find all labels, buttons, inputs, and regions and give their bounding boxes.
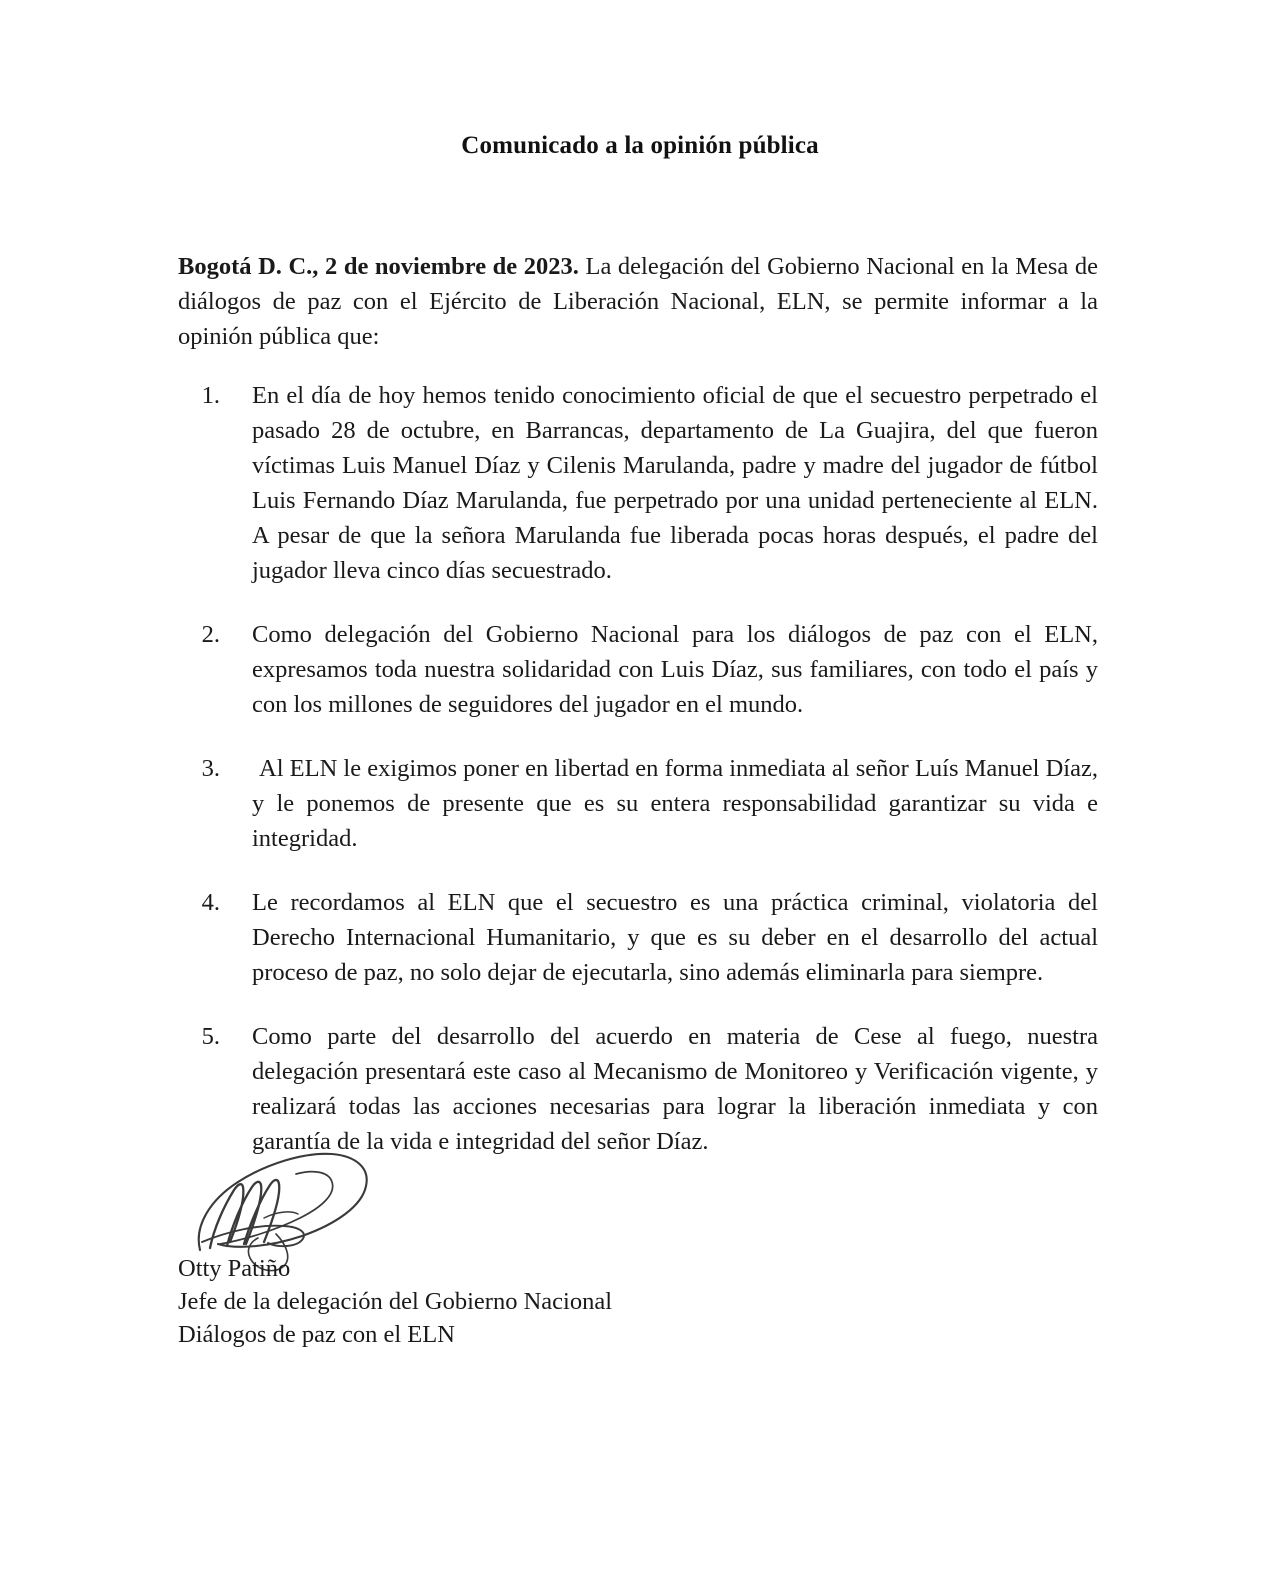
list-item-text: Como parte del desarrollo del acuerdo en materia de Cese al fuego, nuestra delegación presentará este caso al Mecanismo de Monitoreo y Verificación vigente, y realizará todas las acciones necesarias para lograr la liberación inmediata y con garantía de la vida e integridad del señor Díaz. [252, 1023, 1098, 1155]
handwritten-signature-icon [180, 1140, 410, 1260]
list-item-number: 5. [201, 1023, 220, 1050]
numbered-list [178, 378, 1098, 1159]
list-item-text: Le recordamos al ELN que el secuestro es una práctica criminal, violatoria del Derecho Internacional Humanitario, y que es su deber en el desarrollo del actual proceso de paz, no solo dejar de ejecutarla, sino además eliminarla para siempre. [252, 889, 1098, 986]
list-item-number: 3. [201, 755, 220, 782]
list-item-number: 1. [201, 382, 220, 409]
signature-text-lines [178, 1252, 818, 1351]
list-item [178, 885, 1098, 990]
signatory-role: Jefe de la delegación del Gobierno Nacional [178, 1288, 613, 1315]
list-item-number: 4. [201, 889, 220, 916]
list-item [178, 1019, 1098, 1159]
page-title: Comunicado a la opinión pública [461, 132, 819, 159]
dateline: Bogotá D. C., 2 de noviembre de 2023. [178, 252, 579, 280]
intro-paragraph [178, 249, 1098, 354]
signature-block [178, 1140, 818, 1351]
list-item-text: En el día de hoy hemos tenido conocimiento oficial de que el secuestro perpetrado el pasado 28 de octubre, en Barrancas, departamento de La Guajira, del que fueron víctimas Luis Manuel Díaz y Cilenis Marulanda, padre y madre del jugador de fútbol Luis Fernando Díaz Marulanda, fue perpetrado por una unidad perteneciente al ELN. A pesar de que la señora Marulanda fue liberada pocas horas después, el padre del jugador lleva cinco días secuestrado. [252, 382, 1098, 584]
intro-body: La delegación del Gobierno Nacional en la Mesa de diálogos de paz con el Ejército de Liberación Nacional, ELN, se permite informar a la opinión pública que: [178, 252, 1098, 350]
list-item [178, 617, 1098, 722]
list-item [178, 751, 1098, 856]
signatory-name: Otty Patiño [178, 1255, 291, 1282]
list-item [178, 378, 1098, 588]
list-item-text: Como delegación del Gobierno Nacional para los diálogos de paz con el ELN, expresamos toda nuestra solidaridad con Luis Díaz, sus familiares, con todo el país y con los millones de seguidores del jugador en el mundo. [252, 621, 1098, 718]
signatory-context: Diálogos de paz con el ELN [178, 1321, 455, 1348]
list-item-text: Al ELN le exigimos poner en libertad en forma inmediata al señor Luís Manuel Díaz, y le ponemos de presente que es su entera responsabilidad garantizar su vida e integridad. [252, 755, 1098, 852]
list-item-number: 2. [201, 621, 220, 648]
